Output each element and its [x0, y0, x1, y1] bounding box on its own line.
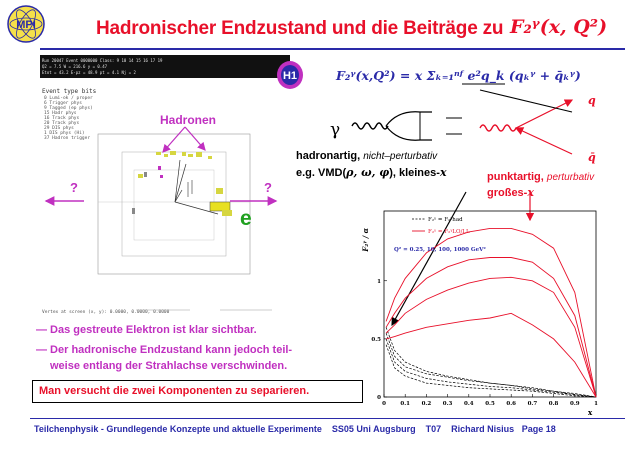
pointlike-main: punktartig, — [487, 171, 544, 183]
event-bit-line: 20 Track phys — [44, 121, 80, 126]
event-bit-line: 37 Hadron trigger — [44, 136, 91, 141]
footer-term: SS05 Uni Augsburg — [331, 424, 416, 434]
structure-function-formula: F₂ᵞ(x,Q²) = x Σₖ₌₁ⁿᶠ e²q_k (qₖᵞ + q̄ₖᵞ) — [336, 68, 581, 83]
question-mark-right: ? — [264, 180, 272, 195]
x-tick-label: 0.4 — [464, 401, 474, 407]
footer-author: Richard Nisius — [451, 424, 515, 434]
series-line-8 — [386, 228, 596, 397]
event-bit-line: 15 Hadr phys — [44, 111, 77, 116]
hadronlike-main: hadronartig, — [296, 150, 361, 162]
vmd-args: ρ, ω, φ — [346, 166, 390, 179]
event-footer-text: Vertex at screen (x, y): 0.0000, 0.0000, 0.0000 — [42, 310, 170, 315]
series-line-3 — [386, 339, 596, 397]
bullet-item: — Der hadronische Endzustand kann jedoch teil- — [36, 344, 293, 356]
event-header-line: Etot = 43.2 E-pz = 48.9 pt = 4.1 Nj = 2 — [42, 70, 136, 75]
photon-line-red — [480, 125, 516, 131]
event-bit-line: 1 DIS phys (Hi) — [44, 131, 85, 136]
hadronlike-sub: nicht–perturbativ — [363, 151, 438, 162]
f2-gamma-chart — [362, 203, 602, 418]
photon-line-black — [352, 123, 388, 129]
y-tick-label: 1 — [377, 278, 381, 285]
event-bit-line: 16 Track phys — [44, 116, 80, 121]
x-tick-label: 0 — [382, 401, 386, 407]
y-tick-label: 0.5 — [371, 336, 381, 343]
footer — [34, 424, 556, 434]
x-tick-label: 0.7 — [527, 401, 538, 407]
photon-symbol: γ — [330, 120, 341, 140]
large-x-var: x — [527, 186, 534, 199]
pointlike-label — [487, 171, 594, 183]
hadron-arrow — [163, 127, 185, 152]
vmd-var: x — [439, 166, 447, 179]
vmd-prefix: e.g. VMD( — [296, 167, 347, 179]
hadronlike-label — [296, 150, 437, 162]
footer-course: Teilchenphysik - Grundlegende Konzepte und aktuelle Experimente — [34, 424, 322, 434]
hadron-arrow — [185, 127, 205, 150]
page-title: Hadronischer Endzustand und die Beiträge zu — [96, 18, 504, 39]
event-header-line: Q2 = 7.5 W = 216.6 y = 0.47 — [42, 64, 108, 69]
vmd-suffix: ), kleines- — [389, 167, 440, 179]
bullet-item: — Das gestreute Elektron ist klar sichtbar. — [36, 324, 257, 336]
hadron-blob-line — [386, 112, 432, 126]
footer-code: T07 — [425, 424, 442, 434]
series-line-5 — [386, 313, 596, 397]
x-tick-label: 0.9 — [570, 401, 580, 407]
legend-entry: Q² = 0.25, 10, 100, 1000 GeV² — [394, 247, 486, 253]
x-axis-label: x — [588, 408, 593, 417]
quark-line — [516, 100, 572, 128]
antiquark-label: q̄ — [588, 151, 596, 164]
formula-pointer — [480, 90, 572, 112]
event-bit-line: 0 Lumi-ok / proper — [44, 96, 93, 101]
event-header-line: Run 20047 Event 0000000 Class: 9 10 14 15 16 17 19 — [42, 58, 163, 63]
vmd-label — [296, 166, 447, 179]
x-tick-label: 0.5 — [485, 401, 495, 407]
hadronen-label: Hadronen — [160, 113, 217, 127]
x-tick-label: 0.2 — [421, 401, 432, 407]
quark-label: q — [588, 94, 596, 107]
x-tick-label: 0.3 — [442, 401, 453, 407]
legend-entry: F₂ᵞ = F₂ᵞhad — [428, 217, 463, 223]
series-line-1 — [386, 333, 596, 397]
footer-page: Page 18 — [521, 424, 556, 434]
footer-divider — [30, 418, 625, 419]
event-bit-line: 6 Trigger phys — [44, 101, 82, 106]
event-bit-line: 29 DIS phys — [44, 126, 74, 131]
h1-logo-text: H1 — [282, 70, 298, 82]
large-x-label — [487, 186, 534, 199]
title-formula: F₂ᵞ(x, Q²) — [510, 16, 608, 38]
x-tick-label: 0.1 — [400, 401, 410, 407]
x-tick-label: 0.8 — [548, 401, 559, 407]
large-x-prefix: großes- — [487, 187, 528, 199]
series-line-6 — [386, 277, 596, 397]
pointlike-sub: perturbativ — [546, 172, 595, 183]
event-bits-title: Event type bits — [42, 88, 97, 95]
x-tick-label: 0.6 — [506, 401, 516, 407]
conclusion-box: Man versucht die zwei Komponenten zu separieren. — [32, 380, 363, 403]
x-tick-label: 1 — [594, 401, 598, 407]
legend-entry: F₂ᵞ = F₂ᵞLO/LL — [428, 229, 470, 235]
bullet-item: weise entlang der Strahlachse verschwinden. — [50, 360, 288, 372]
hadron-blob-line — [386, 126, 432, 140]
electron-label: e — [240, 207, 252, 230]
y-tick-label: 0 — [377, 395, 381, 401]
y-axis-label: F₂ᵞ / α — [361, 228, 370, 252]
question-mark-left: ? — [70, 180, 78, 195]
logo-text: MPI — [16, 19, 36, 31]
antiquark-line — [516, 128, 572, 154]
chart-legend — [394, 217, 486, 253]
event-bit-line: 9 Tagged (ep phys) — [44, 106, 93, 111]
plot-frame — [384, 211, 596, 397]
